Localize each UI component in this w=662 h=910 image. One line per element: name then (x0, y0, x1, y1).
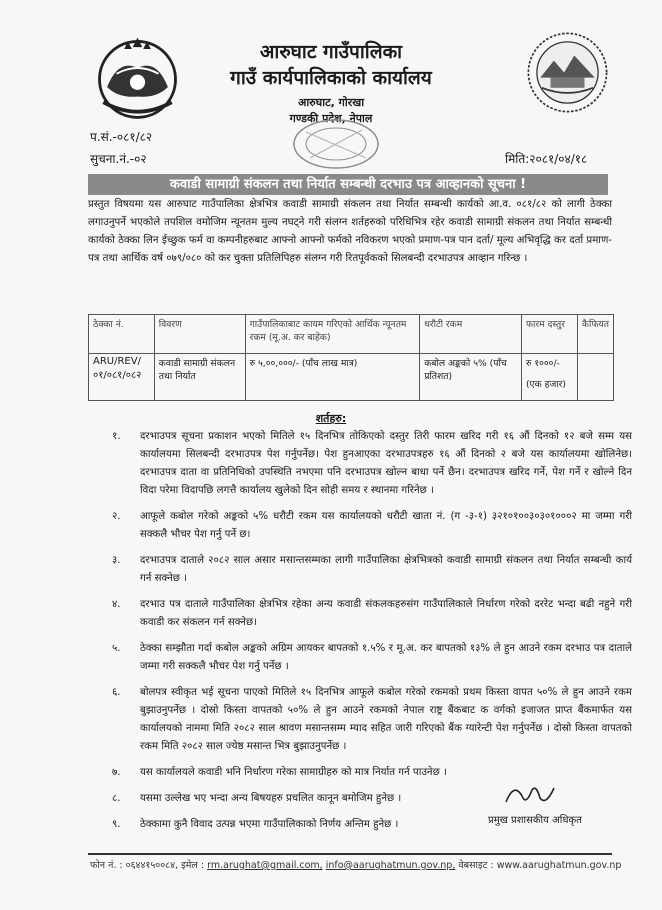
notice-date: मिति:२०८१/०४/१८ (505, 152, 588, 166)
cell-remarks (577, 354, 613, 401)
condition-number: ९. (112, 819, 121, 830)
header-deposit: धरौटी रकम (420, 315, 522, 354)
cell-contract-no: ARU/REV/ ०१/०८१/०८२ (89, 354, 155, 401)
municipality-logo (525, 30, 610, 115)
condition-number: ६. (112, 687, 121, 698)
address-line-2: गण्डकी प्रदेश, नेपाल (289, 112, 373, 125)
condition-number: २. (112, 511, 121, 522)
website-label: वेबसाइट : (458, 860, 494, 871)
table-header-row (89, 315, 614, 354)
condition-item (112, 428, 632, 500)
condition-text: यस कार्यालयले कवाडी भनि निर्धारण गरेका सामाग्रीहरु को मात्र निर्यात गर्न पाउनेछ । (140, 767, 447, 778)
form-fee-amount: रु १०००/- (525, 358, 560, 369)
condition-text: यसमा उल्लेख भए भन्दा अन्य बिषयहरु प्रचलित कानून बमोजिम हुनेछ । (140, 793, 402, 804)
phone-label: फोन नं. : (90, 860, 123, 871)
condition-text: आफूले कबोल गरेको अङ्कको ५% धरौटी रकम यस कार्यालयको धरौटी खाता नं. (ग -३-१) ३२१०१००३०३०१०००२ मा जम्मा गरी सक्कलै भौचर पेश गर्नु पर्ने छ। (140, 511, 632, 540)
table-row (89, 354, 614, 401)
condition-number: ५. (112, 643, 121, 654)
footer-divider (88, 853, 612, 855)
form-fee-words: (एक हजार) (525, 379, 566, 390)
intro-paragraph: प्रस्तुत विषयमा यस आरुघाट गाउँपालिका क्षेत्रभित्र कवाडी सामाग्री संकलन तथा निर्यात सम्बन्धी कार्यको आ.व. ०८१/८२ को लागी ठेक्का लगाउनुपर्ने भएकोले तपशिल वमोजिम न्यूनतम मुल्य नघट्ने गरी संलग्न शर्तहरुको परिधिभित्र रहेर कवाडी सामाग्री संकलन तथा निर्यात सम्बन्धी कार्यको ठेक्का लिन ईच्छुक फर्म वा कम्पनीहरुबाट आफ्नो आफ्नो फर्मको नविकरण भएको प्रमाण-पत्र पान दर्ता/ मूल्य अभिवृद्धि कर दर्ता प्रमाण-पत्र तथा आर्थिक वर्ष ०७९/०८० को कर चुक्ता प्रतिलिपिहरु संलग्न गरी रितपूर्वकको सिलबन्दी दरभाउपत्र आव्हान गरिन्छ । (88, 199, 612, 264)
condition-number: १. (112, 431, 121, 442)
phone-number: ०६४४१५००८४, (125, 860, 179, 871)
condition-number: ४. (112, 599, 121, 610)
cell-deposit: कबोल अङ्कको ५% (पाँच प्रतिशत) (420, 354, 522, 401)
office-subtitle: गाउँ कार्यपालिकाको कार्यालय (230, 67, 432, 89)
condition-item (112, 552, 632, 588)
website-link[interactable]: www.aarughatmun.gov.np (496, 860, 622, 871)
condition-number: ८. (112, 793, 121, 804)
condition-item (112, 596, 632, 632)
condition-text: बोलपत्र स्वीकृत भई सूचना पाएको मितिले १५ दिनभित्र आफूले कबोल गरेको रकमको प्रथम किस्ता वापत ५०% ले हुन आउने रकम बुझाउनुपर्नेछ । दोस्रो किस्ता वापतको ५०% ले हुन आउने रकमको नेपाल राष्ट्र बैंकबाट क वर्गको इजाजत प्राप्त बैंकमार्फत यस कार्यालयको नाममा मिति २०८२ साल श्रावण मसान्तसम्म म्याद सहित जारी गरिएको बैंक ग्यारेन्टी पेश गर्नुपर्नेछ । दोस्रो किस्ता वापतको रकम मिति २०८२ साल ज्येष्ठ मसान्त भित्र बुझाउनुपर्नेछ । (140, 687, 632, 752)
header-form-fee: फारम दस्तुर (521, 315, 577, 354)
address-line-1: आरुघाट, गोरखा (297, 96, 365, 109)
office-stamp (276, 118, 396, 176)
condition-text: ठेक्कामा कुनै विवाद उत्पन्न भएमा गाउँपालिकाको निर्णय अन्तिम हुनेछ । (140, 819, 399, 830)
condition-item (112, 684, 632, 756)
header-description: विवरण (154, 315, 245, 354)
bid-table (88, 314, 614, 401)
office-name: आरुघाट गाउँपालिका (259, 41, 403, 63)
email-link-2[interactable]: info@aarughatmun.gov.np, (325, 860, 456, 871)
condition-text: दरभाउपत्र सूचना प्रकाशन भएको मितिले १५ दिनभित्र तोकिएको दस्तुर तिरी फारम खरिद गरी १६ औं दिनको १२ बजे सम्म यस कार्यालयमा सिलबन्दी दरभाउपत्र पेश गर्नुपर्नेछ। पेश हुनआएका दरभाउपत्रहरु १६ औं दिनको २ बजे यस कार्यालयमा खोलिनेछ। दरभाउपत्र दाता वा प्रतिनिधिको उपस्थिति नभएमा पनि दरभाउपत्र खोल्न बाधा पर्ने छैन। दरभाउपत्र खरिद गर्ने, पेश गर्ने र खोल्ने दिन विदा परेमा विदापछि लगत्तै कार्यालय खुलेको दिन सोही समय र स्थानमा गरिनेछ । (140, 431, 632, 496)
notice-title: कवाडी सामाग्री संकलन तथा निर्यात सम्बन्धी दरभाउ पत्र आव्हानको सूचना ! (88, 174, 608, 195)
footer-contact (90, 858, 622, 871)
condition-item (112, 640, 632, 676)
cell-description: कवाडी सामाग्री संकलन तथा निर्यात (154, 354, 245, 401)
condition-text: ठेक्का सम्झौता गर्दा कबोल अङ्कको अग्रिम आयकर बापतको १.५% र मू.अ. कर बापतको १३% ले हुन आउने रकम दरभाउ पत्र दाताले जम्मा गरी सक्कलै भौचर पेश गर्नु पर्नेछ । (140, 643, 632, 672)
header-remarks: कैफियत (577, 315, 613, 354)
header-contract-no: ठेक्का नं. (89, 315, 155, 354)
condition-number: ७. (112, 767, 121, 778)
header-minimum-amount: गाउँपालिकाबाट कायम गरिएको आर्थिक न्यूनतम रकम (मू.अ. कर बाहेक) (245, 315, 420, 354)
cell-form-fee (521, 354, 577, 401)
signatory-title: प्रमुख प्रशासकीय अधिकृत (488, 815, 582, 826)
condition-text: दरभाउ पत्र दाताले गाउँपालिका क्षेत्रभित्र रहेका अन्य कवाडी संकलकहरुसंग गाउँपालिकाले निर्धारण गरेको दररेट भन्दा बढी नहुने गरी कवाडी कर संकलन गर्न सक्नेछ। (140, 599, 632, 628)
condition-text: दरभाउपत्र दाताले २०८२ साल असार मसान्तसम्मका लागी गाउँपालिका क्षेत्रभित्रको कवाडी सामाग्री संकलन तथा निर्यात सम्बन्धी कार्य गर्न सक्नेछ । (140, 555, 632, 584)
notice-number: सुचना.नं.-०२ (90, 152, 147, 166)
condition-item (112, 508, 632, 544)
conditions-heading: शर्तहरु: (315, 412, 347, 425)
condition-number: ३. (112, 555, 121, 566)
letter-number: प.सं.-०८१/८२ (90, 130, 153, 144)
signature-mark (500, 780, 560, 810)
cell-minimum-amount: रु ५,००,०००/- (पाँच लाख मात्र) (245, 354, 420, 401)
email-label: इमेल : (181, 860, 205, 871)
email-link-1[interactable]: rm.arughat@gmail.com, (207, 860, 323, 871)
